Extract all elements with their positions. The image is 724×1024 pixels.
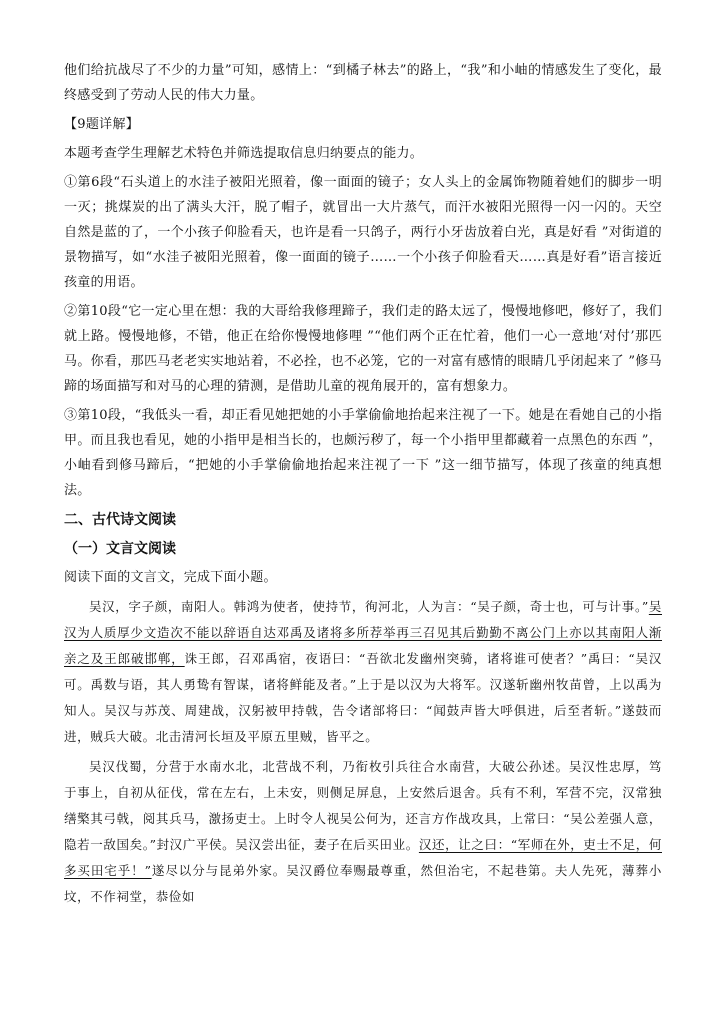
document-page <box>64 58 662 914</box>
subsection-title: （一）文言文阅读 <box>64 541 176 557</box>
q9-point-1: ①第6段“石头道上的水洼子被阳光照着，像一面面的镜子；女人头上的金属饰物随着她们的脚步一明一灭；挑煤炭的出了满头大汗，脱了帽子，就冒出一大片蒸气，而汗水被阳光照得一闪一闪的。天空自然是蓝的了，一个小孩子仰脸看天，也许是看一只鸽子，两行小牙齿放着白光，真是好看 ”对街道的景物描写，如“水洼子被阳光照着，像一面面的镜子……一个小孩子仰脸看天……真是好看”语言接近孩童的用语。 <box>64 175 662 290</box>
q9-intro: 本题考查学生理解艺术特色并筛选提取信息归纳要点的能力。 <box>64 146 424 161</box>
section-title: 二、古代诗文阅读 <box>64 512 176 528</box>
classical-paragraph-2 <box>64 754 662 910</box>
q9-title: 【9题详解】 <box>64 117 140 132</box>
classical-p1-text-a: 吴汉，字子颜，南阳人。韩鸿为使者，使持节，徇河北，人为言：“吴子颜，奇士也，可与计事。” <box>89 599 649 614</box>
classical-p2-text-a: 吴汉伐蜀，分营于水南水北，北营战不利，乃衔枚引兵往合水南营，大破公孙述。吴汉性忠厚，笃于事上，自初从征伐，常在左右，上未安，则侧足屏息，上安然后退舍。兵有不利，军营不完，汉常独缮檠其弓戟，阅其兵马，激扬吏士。上时令人视吴公何为，还言方作战攻具，上常曰：“吴公差强人意，隐若一敌国矣。”封汉广平侯。吴汉尝出征，妻子在后买田业。 <box>64 759 662 852</box>
classical-p1-text-b: 诛王郎，召邓禹宿，夜语曰：“吾欲北发幽州突骑，诸将谁可使者？”禹曰：“吴汉可。禹数与语，其人勇鸷有智谋，诸将鲜能及者。”上于是以汉为大将军。汉遂斩幽州牧苗曾，上以禹为知人。吴汉与苏茂、周建战，汉躬被甲持戟，告令诸部将曰：“闻鼓声皆大呼俱进，后至者斩。”遂鼓而进，贼兵大破。北击清河长垣及平原五里贼，皆平之。 <box>64 651 663 744</box>
reading-instruction: 阅读下面的文言文，完成下面小题。 <box>64 570 277 585</box>
q9-point-2: ②第10段“它一定心里在想：我的大哥给我修理蹄子，我们走的路太远了，慢慢地修吧，修好了，我们就上路。慢慢地修，不错，他正在给你慢慢地修哩 ”“他们两个正在忙着，他们一心一意地‘对付’那匹马。你看，那匹马老老实实地站着，不必拴，也不必笼，它的一对富有感情的眼睛几乎闭起来了 ”修马蹄的场面描写和对马的心理的猜测，是借助儿童的视角展开的，富有想象力。 <box>64 304 662 394</box>
classical-paragraph-1 <box>64 594 662 750</box>
intro-paragraph: 他们给抗战尽了不少的力量”可知，感情上：“到橘子林去”的路上，“我”和小岫的情感发生了变化，最终感受到了劳动人民的伟大力量。 <box>64 63 662 103</box>
classical-p2-underlined: 汉还，让之曰：“军师在外，吏士不足，何多买田宅乎！” <box>64 837 662 878</box>
q9-point-3: ③第10段，“我低头一看，却正看见她把她的小手掌偷偷地抬起来注视了一下。她是在看她自己的小指甲。而且我也看见，她的小指甲是相当长的，也颇污秽了，每一个小指甲里都藏着一点黑色的东西 ”，小岫看到修马蹄后，“把她的小手掌偷偷地抬起来注视了一下 ”这一细节描写，体现了孩童的纯真想法。 <box>64 408 662 498</box>
classical-p2-text-b: 遂尽以分与昆弟外家。吴汉爵位奉赐最尊重，然但治宅，不起巷第。夫人先死，薄葬小坟，不作祠堂，恭俭如 <box>64 863 662 904</box>
classical-p1-underlined: 吴汉为人质厚少文造次不能以辞语自达邓禹及诸将多所荐举再三召见其后勤勤不离公门上亦以其南阳人渐亲之及王郎破邯郸， <box>64 599 662 666</box>
